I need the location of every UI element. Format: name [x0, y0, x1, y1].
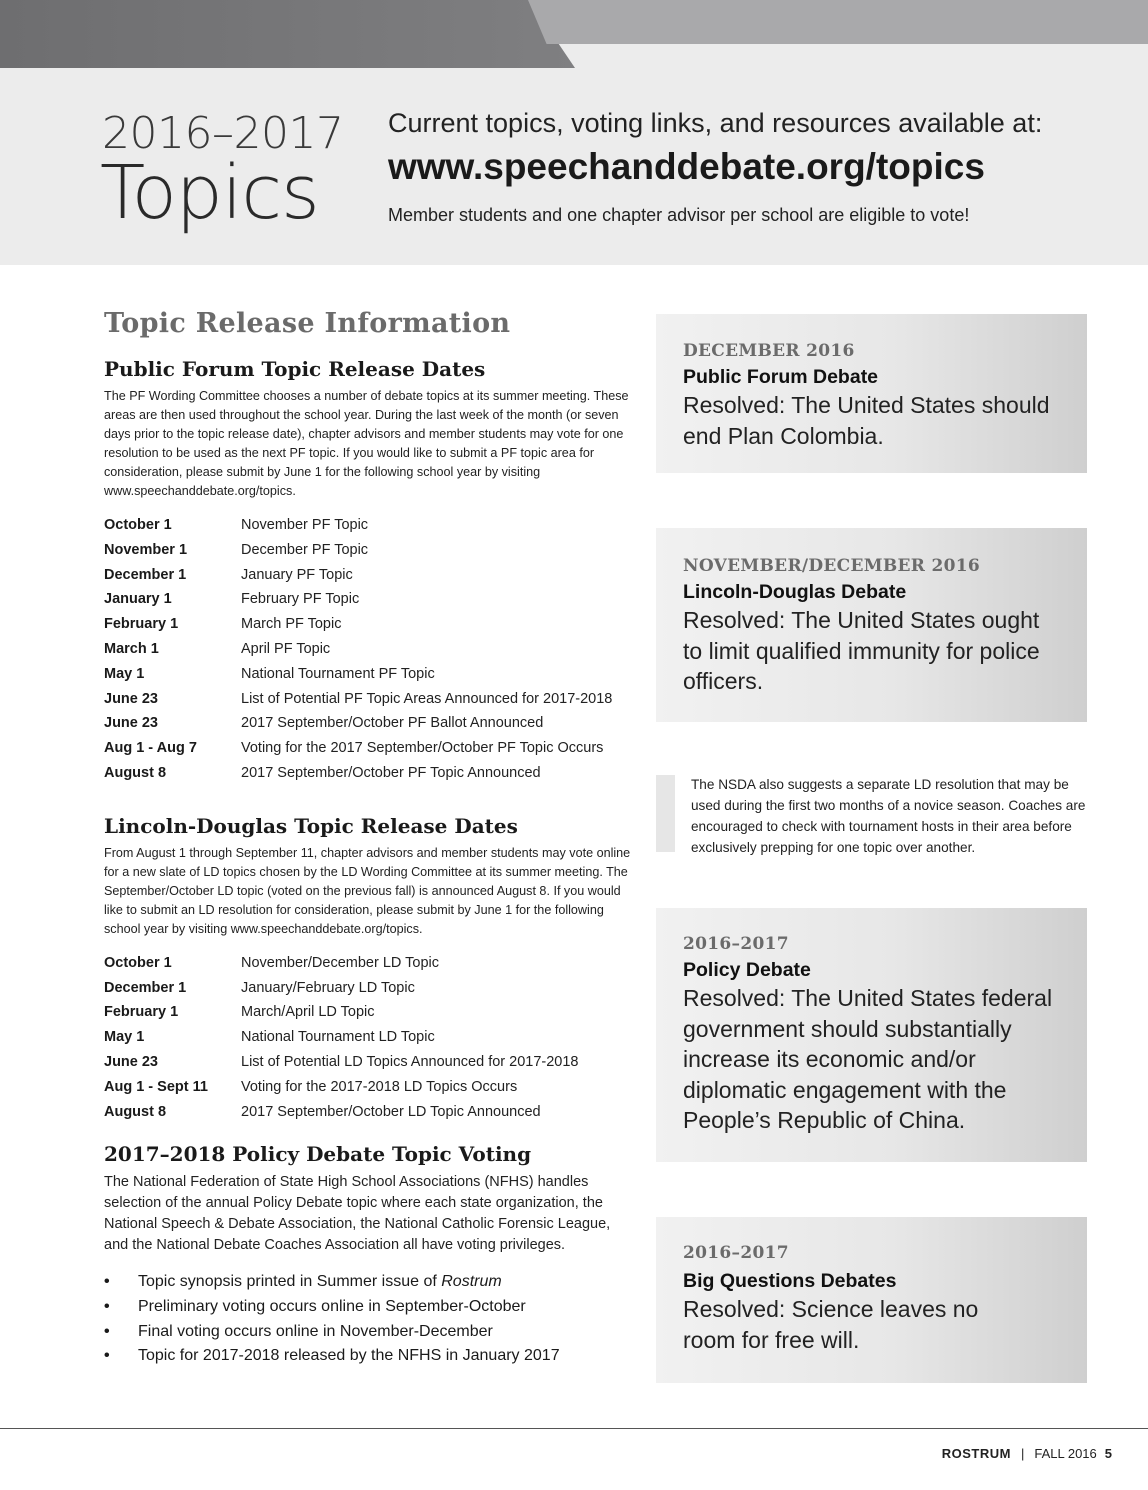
release-description: List of Potential PF Topic Areas Announced for 2017-2018: [241, 690, 613, 707]
release-date: June 23: [104, 1053, 158, 1070]
release-date: June 23: [104, 715, 158, 732]
bullet-item: [104, 1270, 634, 1295]
card-title: Policy Debate: [683, 959, 811, 981]
bullet-icon: •: [104, 1273, 110, 1291]
release-date: February 1: [104, 1004, 179, 1021]
date-row: [104, 976, 634, 1001]
bullet-text-main: Preliminary voting occurs online in September-October: [138, 1297, 526, 1315]
date-row: [104, 513, 634, 538]
topic-card-policy: [656, 908, 1087, 1162]
card-kicker: NOVEMBER/DECEMBER 2016: [683, 556, 980, 576]
pf-date-table: [104, 513, 634, 786]
date-row: [104, 662, 634, 687]
release-date: November 1: [104, 541, 188, 558]
header-tab-light: [528, 0, 1148, 44]
release-description: 2017 September/October PF Ballot Announced: [241, 715, 544, 732]
section-title: Topic Release Information: [104, 308, 511, 339]
bullet-text: [138, 1295, 526, 1320]
release-date: February 1: [104, 616, 179, 633]
date-row: [104, 637, 634, 662]
page-number: 5: [1104, 1446, 1112, 1461]
footer-rule: [0, 1428, 1148, 1429]
bullet-item: [104, 1320, 634, 1345]
date-row: [104, 687, 634, 712]
novice-note: The NSDA also suggests a separate LD resolution that may be used during the first two months of a novice season. Coaches are encouraged to check with tournament hosts in their area before exclusively prepping for one topic over another.: [691, 777, 1086, 855]
topic-card-pf: [656, 314, 1087, 473]
card-resolution: Resolved: The United States federal government should substantially increase its economic and/or diplomatic engagement with the People’s Republic of China.: [683, 985, 1053, 1133]
bullet-item: [104, 1344, 634, 1369]
date-row: [104, 951, 634, 976]
date-row: [104, 1075, 634, 1100]
release-date: January 1: [104, 591, 172, 608]
release-date: May 1: [104, 1029, 145, 1046]
release-description: January/February LD Topic: [241, 979, 415, 996]
release-date: March 1: [104, 640, 159, 657]
date-row: [104, 538, 634, 563]
bullet-text-main: Topic synopsis printed in Summer issue of: [138, 1273, 442, 1291]
release-description: 2017 September/October LD Topic Announced: [241, 1103, 541, 1120]
date-row: [104, 587, 634, 612]
release-date: December 1: [104, 979, 187, 996]
date-row: [104, 761, 634, 786]
date-row: [104, 563, 634, 588]
footer-issue: FALL 2016: [1034, 1446, 1097, 1461]
hero-year: 2016–2017: [102, 108, 344, 159]
release-date: December 1: [104, 566, 187, 583]
release-date: June 23: [104, 690, 158, 707]
policy-description: The National Federation of State High School Associations (NFHS) handles selection of the annual Policy Debate topic where each state organization, the National Speech & Debate Association, the National Catholic Forensic League, and the National Debate Coaches Association all have voting privileges.: [104, 1174, 611, 1254]
release-description: March PF Topic: [241, 616, 342, 633]
bullet-icon: •: [104, 1297, 110, 1315]
release-date: August 8: [104, 764, 167, 781]
release-date: October 1: [104, 517, 172, 533]
release-description: February PF Topic: [241, 591, 360, 608]
release-description: March/April LD Topic: [241, 1004, 375, 1021]
card-title: Big Questions Debates: [683, 1270, 897, 1292]
bullet-text-main: Final voting occurs online in November-December: [138, 1322, 493, 1340]
release-description: National Tournament LD Topic: [241, 1029, 435, 1046]
hero-url-link[interactable]: www.speechanddebate.org/topics: [388, 146, 985, 187]
left-column: [104, 308, 634, 1369]
release-description: Voting for the 2017-2018 LD Topics Occurs: [241, 1078, 518, 1095]
bullet-icon: •: [104, 1347, 110, 1365]
date-row: [104, 711, 634, 736]
footer: [942, 1446, 1112, 1461]
header-tab-dark: [0, 0, 575, 68]
release-description: December PF Topic: [241, 541, 369, 558]
bullet-text-main: Topic for 2017-2018 released by the NFHS in January 2017: [138, 1347, 560, 1365]
card-title: Public Forum Debate: [683, 366, 879, 388]
card-kicker: DECEMBER 2016: [683, 341, 855, 361]
release-date: May 1: [104, 665, 145, 682]
release-date: Aug 1 - Sept 11: [104, 1078, 208, 1095]
card-kicker: 2016–2017: [683, 934, 789, 954]
topic-card-ld: [656, 528, 1087, 722]
policy-title: 2017–2018 Policy Debate Topic Voting: [104, 1142, 532, 1167]
ld-description: From August 1 through September 11, chapter advisors and member students may vote online for a new slate of LD topics chosen by the LD Wording Committee at its summer meeting. The September/October LD topic (voted on the previous fall) is announced August 8. If you would like to submit an LD resolution for consideration, please submit by June 1 for the following school year by visiting www.speechanddebate.org/topics.: [104, 845, 631, 936]
bullet-text: [138, 1344, 560, 1369]
note-accent-bar: [656, 775, 675, 852]
card-resolution: Resolved: Science leaves no room for free will.: [683, 1296, 979, 1353]
release-description: November PF Topic: [241, 517, 369, 533]
pf-title: Public Forum Topic Release Dates: [104, 357, 486, 381]
bullet-text: [138, 1270, 502, 1295]
card-kicker: 2016–2017: [683, 1243, 789, 1263]
hero-eligibility: Member students and one chapter advisor per school are eligible to vote!: [388, 205, 970, 225]
release-description: November/December LD Topic: [241, 954, 439, 971]
ld-title: Lincoln-Douglas Topic Release Dates: [104, 813, 518, 838]
hero-title: Topics: [100, 150, 319, 236]
policy-bullet-list: [104, 1270, 634, 1368]
card-resolution: Resolved: The United States should end Plan Colombia.: [683, 392, 1050, 449]
date-row: [104, 1100, 634, 1125]
date-row: [104, 1050, 634, 1075]
release-description: List of Potential LD Topics Announced for 2017-2018: [241, 1053, 579, 1070]
footer-separator: |: [1020, 1446, 1025, 1461]
release-date: Aug 1 - Aug 7: [104, 740, 197, 757]
date-row: [104, 612, 634, 637]
date-row: [104, 1000, 634, 1025]
bullet-text-italic: Rostrum: [441, 1273, 502, 1291]
pf-description: The PF Wording Committee chooses a number of debate topics at its summer meeting. These areas are then used throughout the school year. During the last week of the month (or seven days prior to the topic release date), chapter advisors and member students may vote for one resolution to be used as the next PF topic. If you would like to submit a PF topic area for consideration, please submit by June 1 for the following school year by visiting www.speechanddebate.org/topics.: [104, 389, 629, 498]
card-resolution: Resolved: The United States ought to limit qualified immunity for police officers.: [683, 607, 1040, 694]
footer-brand: ROSTRUM: [941, 1446, 1011, 1461]
date-row: [104, 1025, 634, 1050]
release-date: October 1: [104, 954, 172, 971]
release-description: April PF Topic: [241, 640, 331, 657]
release-description: Voting for the 2017 September/October PF Topic Occurs: [241, 740, 604, 757]
hero-tagline: Current topics, voting links, and resources available at:: [388, 108, 1043, 138]
bullet-text: [138, 1320, 493, 1345]
bullet-icon: •: [104, 1322, 110, 1340]
release-description: National Tournament PF Topic: [241, 665, 435, 682]
release-description: 2017 September/October PF Topic Announced: [241, 764, 541, 781]
topic-card-big-questions: [656, 1217, 1087, 1383]
card-title: Lincoln-Douglas Debate: [683, 581, 907, 603]
ld-date-table: [104, 951, 634, 1125]
release-date: August 8: [104, 1103, 167, 1120]
bullet-item: [104, 1295, 634, 1320]
date-row: [104, 736, 634, 761]
release-description: January PF Topic: [241, 566, 353, 583]
